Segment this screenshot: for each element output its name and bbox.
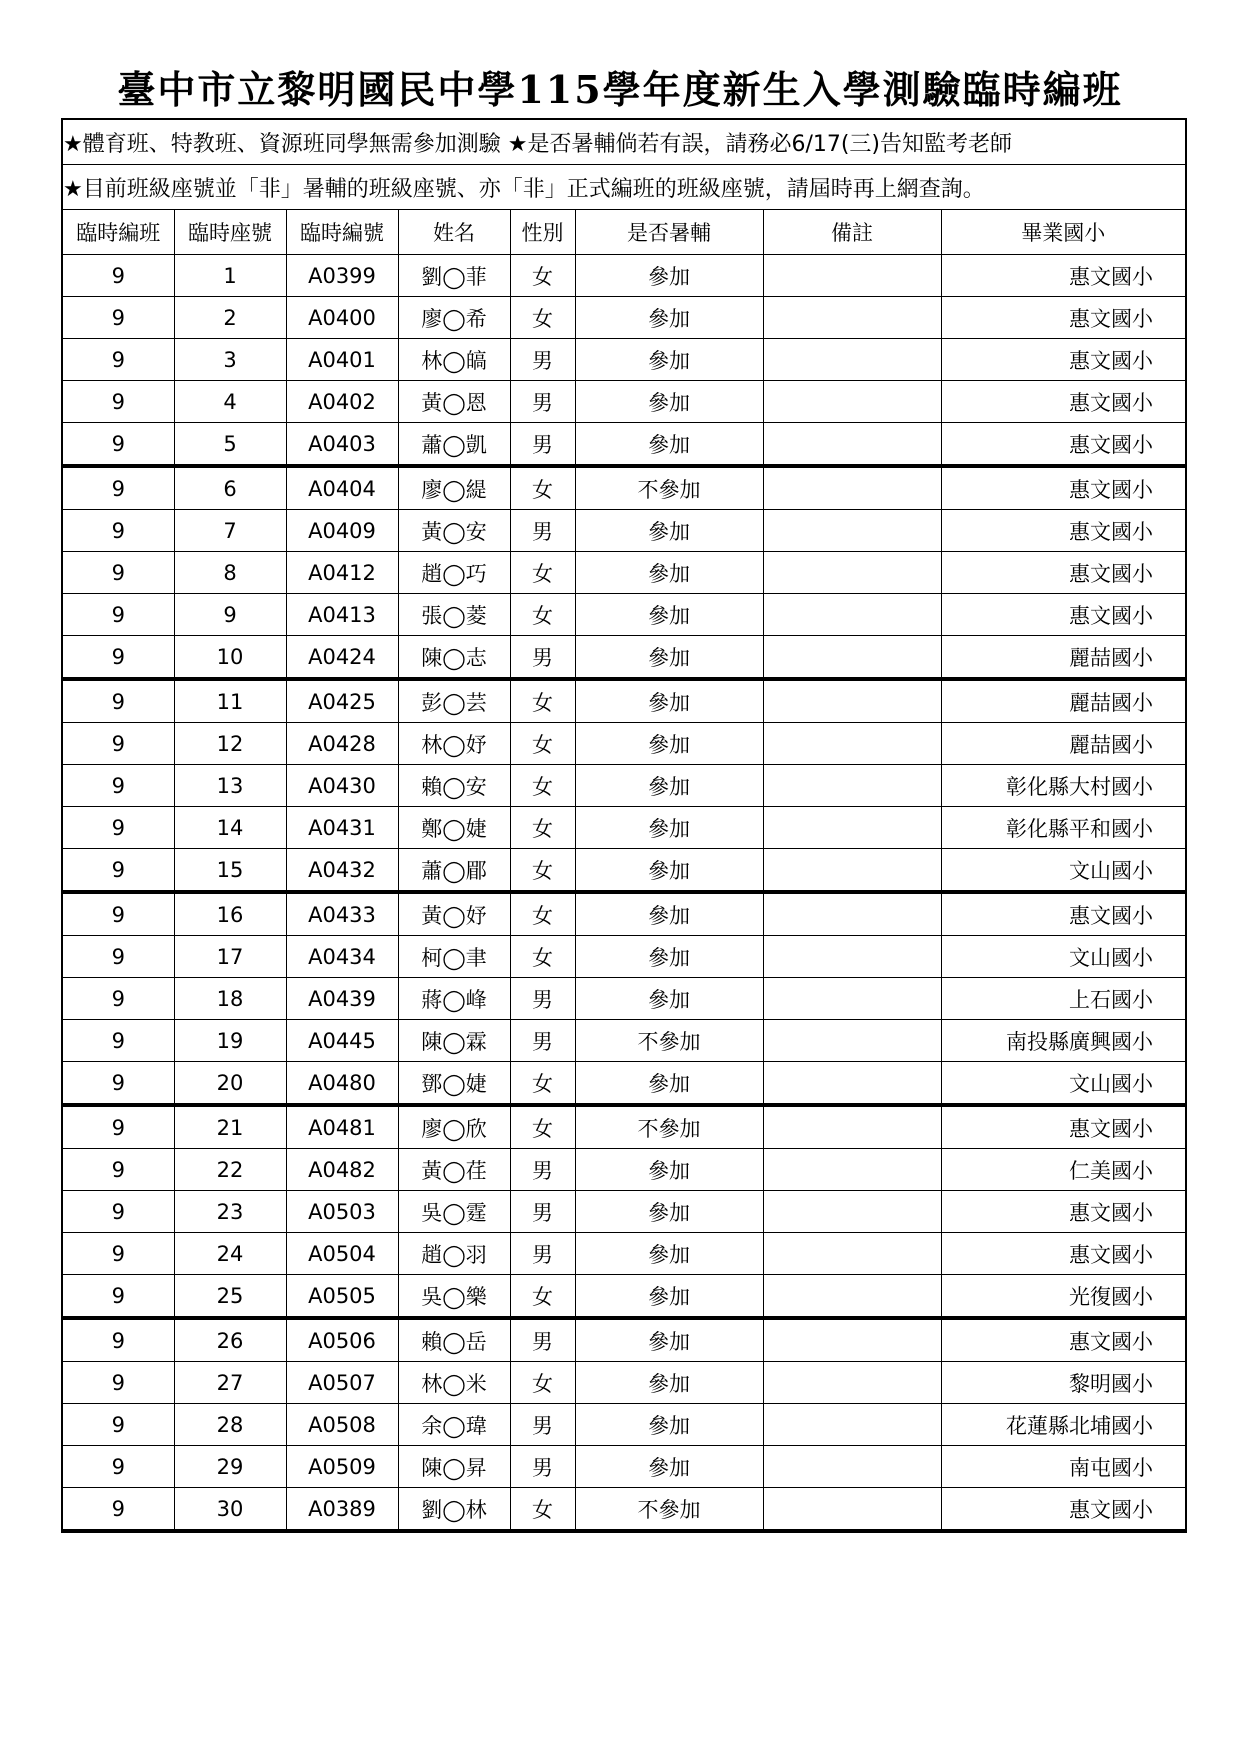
- cell-remarks: [763, 807, 941, 849]
- cell-temp-class: 9: [62, 1105, 174, 1149]
- cell-temp-class: 9: [62, 255, 174, 297]
- cell-temp-seat: 3: [174, 339, 286, 381]
- table-row: [62, 1446, 1186, 1488]
- cell-gender: 男: [510, 1446, 575, 1488]
- cell-summer-school: 參加: [575, 1275, 763, 1319]
- table-row: [62, 1191, 1186, 1233]
- cell-elementary-school: 惠文國小: [941, 1488, 1186, 1532]
- cell-remarks: [763, 1105, 941, 1149]
- header-temp-seat: 臨時座號: [174, 210, 286, 255]
- cell-name: 林◯皜: [398, 339, 510, 381]
- cell-temp-class: 9: [62, 1446, 174, 1488]
- cell-remarks: [763, 978, 941, 1020]
- cell-temp-id: A0482: [286, 1149, 398, 1191]
- cell-elementary-school: 惠文國小: [941, 339, 1186, 381]
- cell-remarks: [763, 1149, 941, 1191]
- cell-temp-seat: 2: [174, 297, 286, 339]
- cell-remarks: [763, 381, 941, 423]
- table-row: [62, 423, 1186, 467]
- cell-summer-school: 參加: [575, 978, 763, 1020]
- table-row: [62, 552, 1186, 594]
- table-row: [62, 1062, 1186, 1106]
- cell-name: 吳◯樂: [398, 1275, 510, 1319]
- cell-temp-id: A0439: [286, 978, 398, 1020]
- note-row-seat-info: [62, 165, 1186, 210]
- cell-temp-id: A0424: [286, 636, 398, 680]
- cell-name: 蕭◯郿: [398, 849, 510, 893]
- cell-name: 黃◯荏: [398, 1149, 510, 1191]
- table-row: [62, 255, 1186, 297]
- cell-name: 陳◯志: [398, 636, 510, 680]
- cell-summer-school: 參加: [575, 423, 763, 467]
- cell-summer-school: 不參加: [575, 466, 763, 510]
- cell-elementary-school: 惠文國小: [941, 1318, 1186, 1362]
- cell-name: 吳◯霆: [398, 1191, 510, 1233]
- table-row: [62, 1362, 1186, 1404]
- cell-temp-class: 9: [62, 339, 174, 381]
- cell-elementary-school: 文山國小: [941, 849, 1186, 893]
- cell-temp-id: A0400: [286, 297, 398, 339]
- cell-name: 黃◯恩: [398, 381, 510, 423]
- cell-summer-school: 參加: [575, 381, 763, 423]
- table-row: [62, 636, 1186, 680]
- cell-temp-seat: 28: [174, 1404, 286, 1446]
- cell-temp-id: A0508: [286, 1404, 398, 1446]
- cell-summer-school: 不參加: [575, 1020, 763, 1062]
- cell-remarks: [763, 679, 941, 723]
- cell-temp-id: A0399: [286, 255, 398, 297]
- cell-temp-seat: 14: [174, 807, 286, 849]
- cell-elementary-school: 光復國小: [941, 1275, 1186, 1319]
- table-row: [62, 594, 1186, 636]
- cell-name: 鄭◯婕: [398, 807, 510, 849]
- cell-elementary-school: 惠文國小: [941, 1233, 1186, 1275]
- cell-remarks: [763, 849, 941, 893]
- header-summer-school: 是否暑輔: [575, 210, 763, 255]
- cell-name: 柯◯聿: [398, 936, 510, 978]
- table-row: [62, 510, 1186, 552]
- cell-summer-school: 不參加: [575, 1105, 763, 1149]
- cell-gender: 女: [510, 892, 575, 936]
- cell-elementary-school: 花蓮縣北埔國小: [941, 1404, 1186, 1446]
- cell-remarks: [763, 1233, 941, 1275]
- cell-summer-school: 參加: [575, 636, 763, 680]
- cell-temp-seat: 15: [174, 849, 286, 893]
- cell-elementary-school: 仁美國小: [941, 1149, 1186, 1191]
- table-row: [62, 936, 1186, 978]
- cell-gender: 男: [510, 1149, 575, 1191]
- cell-summer-school: 參加: [575, 510, 763, 552]
- table-header-row: [62, 210, 1186, 255]
- cell-summer-school: 參加: [575, 1149, 763, 1191]
- cell-gender: 男: [510, 339, 575, 381]
- cell-gender: 女: [510, 255, 575, 297]
- cell-name: 賴◯岳: [398, 1318, 510, 1362]
- cell-gender: 男: [510, 1233, 575, 1275]
- cell-name: 黃◯妤: [398, 892, 510, 936]
- cell-summer-school: 參加: [575, 936, 763, 978]
- cell-elementary-school: 惠文國小: [941, 1105, 1186, 1149]
- cell-elementary-school: 麗喆國小: [941, 723, 1186, 765]
- cell-elementary-school: 文山國小: [941, 936, 1186, 978]
- cell-temp-class: 9: [62, 1362, 174, 1404]
- cell-temp-seat: 21: [174, 1105, 286, 1149]
- table-row: [62, 1318, 1186, 1362]
- cell-temp-seat: 20: [174, 1062, 286, 1106]
- cell-temp-class: 9: [62, 381, 174, 423]
- cell-temp-seat: 6: [174, 466, 286, 510]
- cell-summer-school: 參加: [575, 1446, 763, 1488]
- cell-temp-seat: 5: [174, 423, 286, 467]
- cell-remarks: [763, 1062, 941, 1106]
- cell-elementary-school: 彰化縣大村國小: [941, 765, 1186, 807]
- cell-temp-id: A0445: [286, 1020, 398, 1062]
- cell-name: 鄧◯婕: [398, 1062, 510, 1106]
- cell-temp-class: 9: [62, 1404, 174, 1446]
- cell-name: 廖◯欣: [398, 1105, 510, 1149]
- cell-summer-school: 參加: [575, 723, 763, 765]
- cell-temp-class: 9: [62, 636, 174, 680]
- cell-temp-id: A0431: [286, 807, 398, 849]
- cell-elementary-school: 上石國小: [941, 978, 1186, 1020]
- cell-remarks: [763, 1318, 941, 1362]
- cell-name: 賴◯安: [398, 765, 510, 807]
- cell-elementary-school: 惠文國小: [941, 594, 1186, 636]
- cell-temp-class: 9: [62, 849, 174, 893]
- cell-temp-id: A0389: [286, 1488, 398, 1532]
- cell-remarks: [763, 466, 941, 510]
- cell-temp-id: A0480: [286, 1062, 398, 1106]
- cell-summer-school: 參加: [575, 1318, 763, 1362]
- cell-summer-school: 參加: [575, 552, 763, 594]
- cell-temp-seat: 29: [174, 1446, 286, 1488]
- cell-summer-school: 參加: [575, 765, 763, 807]
- table-row: [62, 381, 1186, 423]
- table-row: [62, 849, 1186, 893]
- cell-gender: 男: [510, 1404, 575, 1446]
- table-row: [62, 1404, 1186, 1446]
- table-row: [62, 466, 1186, 510]
- cell-temp-id: A0428: [286, 723, 398, 765]
- cell-gender: 女: [510, 849, 575, 893]
- cell-temp-id: A0504: [286, 1233, 398, 1275]
- cell-name: 林◯米: [398, 1362, 510, 1404]
- cell-remarks: [763, 936, 941, 978]
- header-remarks: 備註: [763, 210, 941, 255]
- cell-name: 陳◯霖: [398, 1020, 510, 1062]
- cell-name: 余◯瑋: [398, 1404, 510, 1446]
- cell-temp-class: 9: [62, 423, 174, 467]
- header-temp-class: 臨時編班: [62, 210, 174, 255]
- cell-remarks: [763, 423, 941, 467]
- table-row: [62, 1149, 1186, 1191]
- cell-gender: 男: [510, 636, 575, 680]
- cell-temp-seat: 12: [174, 723, 286, 765]
- cell-gender: 女: [510, 807, 575, 849]
- cell-summer-school: 參加: [575, 1404, 763, 1446]
- cell-temp-class: 9: [62, 1233, 174, 1275]
- cell-name: 林◯妤: [398, 723, 510, 765]
- cell-remarks: [763, 1275, 941, 1319]
- cell-elementary-school: 惠文國小: [941, 510, 1186, 552]
- cell-summer-school: 參加: [575, 849, 763, 893]
- cell-summer-school: 不參加: [575, 1488, 763, 1532]
- cell-gender: 女: [510, 552, 575, 594]
- cell-summer-school: 參加: [575, 297, 763, 339]
- header-gender: 性別: [510, 210, 575, 255]
- cell-temp-class: 9: [62, 1275, 174, 1319]
- header-name: 姓名: [398, 210, 510, 255]
- cell-temp-seat: 10: [174, 636, 286, 680]
- cell-temp-seat: 1: [174, 255, 286, 297]
- cell-remarks: [763, 1488, 941, 1532]
- cell-remarks: [763, 255, 941, 297]
- table-row: [62, 339, 1186, 381]
- cell-elementary-school: 惠文國小: [941, 1191, 1186, 1233]
- cell-remarks: [763, 1362, 941, 1404]
- cell-summer-school: 參加: [575, 255, 763, 297]
- table-row: [62, 1275, 1186, 1319]
- cell-gender: 男: [510, 1191, 575, 1233]
- note-text: ★體育班、特教班、資源班同學無需參加測驗 ★是否暑輔倘若有誤，請務必6/17(三)告知監考老師: [62, 119, 1186, 165]
- cell-gender: 男: [510, 1020, 575, 1062]
- cell-temp-id: A0413: [286, 594, 398, 636]
- cell-gender: 女: [510, 466, 575, 510]
- cell-elementary-school: 黎明國小: [941, 1362, 1186, 1404]
- cell-temp-class: 9: [62, 466, 174, 510]
- cell-remarks: [763, 765, 941, 807]
- cell-temp-seat: 26: [174, 1318, 286, 1362]
- cell-temp-id: A0430: [286, 765, 398, 807]
- cell-gender: 女: [510, 594, 575, 636]
- cell-remarks: [763, 339, 941, 381]
- cell-temp-id: A0401: [286, 339, 398, 381]
- cell-gender: 女: [510, 1362, 575, 1404]
- cell-temp-seat: 9: [174, 594, 286, 636]
- header-temp-id: 臨時編號: [286, 210, 398, 255]
- cell-elementary-school: 惠文國小: [941, 892, 1186, 936]
- cell-summer-school: 參加: [575, 1191, 763, 1233]
- table-row: [62, 679, 1186, 723]
- note-text: ★目前班級座號並「非」暑輔的班級座號、亦「非」正式編班的班級座號，請屆時再上網查詢。: [62, 165, 1186, 210]
- cell-summer-school: 參加: [575, 807, 763, 849]
- cell-remarks: [763, 1446, 941, 1488]
- cell-temp-seat: 18: [174, 978, 286, 1020]
- cell-temp-class: 9: [62, 1020, 174, 1062]
- cell-elementary-school: 惠文國小: [941, 381, 1186, 423]
- table-row: [62, 1233, 1186, 1275]
- cell-name: 黃◯安: [398, 510, 510, 552]
- cell-remarks: [763, 510, 941, 552]
- cell-gender: 女: [510, 1105, 575, 1149]
- cell-gender: 女: [510, 1062, 575, 1106]
- cell-summer-school: 參加: [575, 1362, 763, 1404]
- cell-summer-school: 參加: [575, 594, 763, 636]
- cell-name: 蔣◯峰: [398, 978, 510, 1020]
- cell-name: 趙◯巧: [398, 552, 510, 594]
- cell-temp-seat: 19: [174, 1020, 286, 1062]
- cell-elementary-school: 惠文國小: [941, 552, 1186, 594]
- cell-remarks: [763, 594, 941, 636]
- cell-temp-class: 9: [62, 1318, 174, 1362]
- cell-temp-id: A0507: [286, 1362, 398, 1404]
- cell-remarks: [763, 1020, 941, 1062]
- cell-temp-seat: 22: [174, 1149, 286, 1191]
- cell-temp-seat: 7: [174, 510, 286, 552]
- cell-remarks: [763, 1191, 941, 1233]
- cell-temp-id: A0425: [286, 679, 398, 723]
- cell-temp-seat: 13: [174, 765, 286, 807]
- header-elementary-school: 畢業國小: [941, 210, 1186, 255]
- cell-name: 蕭◯凱: [398, 423, 510, 467]
- cell-temp-seat: 25: [174, 1275, 286, 1319]
- table-row: [62, 1020, 1186, 1062]
- cell-name: 劉◯林: [398, 1488, 510, 1532]
- cell-elementary-school: 南投縣廣興國小: [941, 1020, 1186, 1062]
- cell-summer-school: 參加: [575, 892, 763, 936]
- cell-gender: 女: [510, 723, 575, 765]
- table-row: [62, 978, 1186, 1020]
- cell-gender: 女: [510, 679, 575, 723]
- cell-name: 廖◯希: [398, 297, 510, 339]
- cell-temp-class: 9: [62, 297, 174, 339]
- cell-temp-class: 9: [62, 1062, 174, 1106]
- cell-temp-id: A0433: [286, 892, 398, 936]
- cell-temp-seat: 4: [174, 381, 286, 423]
- cell-name: 劉◯菲: [398, 255, 510, 297]
- cell-elementary-school: 麗喆國小: [941, 679, 1186, 723]
- cell-remarks: [763, 552, 941, 594]
- table-row: [62, 807, 1186, 849]
- cell-temp-id: A0503: [286, 1191, 398, 1233]
- cell-gender: 男: [510, 978, 575, 1020]
- cell-temp-id: A0402: [286, 381, 398, 423]
- cell-gender: 男: [510, 510, 575, 552]
- cell-temp-class: 9: [62, 510, 174, 552]
- cell-temp-class: 9: [62, 765, 174, 807]
- cell-temp-id: A0434: [286, 936, 398, 978]
- cell-temp-class: 9: [62, 978, 174, 1020]
- cell-temp-seat: 23: [174, 1191, 286, 1233]
- cell-remarks: [763, 1404, 941, 1446]
- cell-gender: 女: [510, 936, 575, 978]
- cell-gender: 男: [510, 423, 575, 467]
- cell-elementary-school: 麗喆國小: [941, 636, 1186, 680]
- cell-elementary-school: 惠文國小: [941, 466, 1186, 510]
- cell-gender: 男: [510, 381, 575, 423]
- cell-elementary-school: 彰化縣平和國小: [941, 807, 1186, 849]
- note-row-exemption: [62, 119, 1186, 165]
- cell-remarks: [763, 892, 941, 936]
- cell-temp-class: 9: [62, 807, 174, 849]
- cell-remarks: [763, 723, 941, 765]
- cell-gender: 女: [510, 765, 575, 807]
- cell-summer-school: 參加: [575, 1062, 763, 1106]
- cell-temp-id: A0505: [286, 1275, 398, 1319]
- cell-temp-id: A0432: [286, 849, 398, 893]
- cell-summer-school: 參加: [575, 339, 763, 381]
- cell-temp-class: 9: [62, 936, 174, 978]
- cell-temp-class: 9: [62, 1488, 174, 1532]
- cell-summer-school: 參加: [575, 679, 763, 723]
- cell-temp-seat: 8: [174, 552, 286, 594]
- cell-temp-class: 9: [62, 552, 174, 594]
- cell-name: 張◯菱: [398, 594, 510, 636]
- cell-temp-class: 9: [62, 594, 174, 636]
- cell-temp-id: A0509: [286, 1446, 398, 1488]
- cell-gender: 女: [510, 1275, 575, 1319]
- cell-elementary-school: 惠文國小: [941, 255, 1186, 297]
- cell-remarks: [763, 297, 941, 339]
- cell-summer-school: 參加: [575, 1233, 763, 1275]
- cell-temp-id: A0409: [286, 510, 398, 552]
- cell-temp-class: 9: [62, 1149, 174, 1191]
- cell-temp-seat: 16: [174, 892, 286, 936]
- cell-temp-id: A0412: [286, 552, 398, 594]
- cell-temp-seat: 24: [174, 1233, 286, 1275]
- cell-name: 趙◯羽: [398, 1233, 510, 1275]
- cell-temp-class: 9: [62, 1191, 174, 1233]
- cell-temp-class: 9: [62, 892, 174, 936]
- cell-temp-seat: 27: [174, 1362, 286, 1404]
- table-row: [62, 297, 1186, 339]
- cell-temp-class: 9: [62, 723, 174, 765]
- cell-temp-seat: 11: [174, 679, 286, 723]
- cell-temp-id: A0506: [286, 1318, 398, 1362]
- cell-elementary-school: 文山國小: [941, 1062, 1186, 1106]
- table-row: [62, 892, 1186, 936]
- cell-remarks: [763, 636, 941, 680]
- cell-temp-seat: 17: [174, 936, 286, 978]
- cell-elementary-school: 惠文國小: [941, 297, 1186, 339]
- cell-gender: 女: [510, 1488, 575, 1532]
- cell-name: 彭◯芸: [398, 679, 510, 723]
- cell-elementary-school: 惠文國小: [941, 423, 1186, 467]
- table-row: [62, 1488, 1186, 1532]
- cell-gender: 女: [510, 297, 575, 339]
- table-row: [62, 723, 1186, 765]
- cell-temp-class: 9: [62, 679, 174, 723]
- cell-name: 廖◯緹: [398, 466, 510, 510]
- cell-temp-seat: 30: [174, 1488, 286, 1532]
- cell-temp-id: A0403: [286, 423, 398, 467]
- page-title: 臺中市立黎明國民中學115學年度新生入學測驗臨時編班: [117, 67, 1123, 112]
- cell-temp-id: A0404: [286, 466, 398, 510]
- cell-temp-id: A0481: [286, 1105, 398, 1149]
- cell-name: 陳◯昇: [398, 1446, 510, 1488]
- cell-gender: 男: [510, 1318, 575, 1362]
- class-roster-table: [61, 118, 1187, 1533]
- cell-elementary-school: 南屯國小: [941, 1446, 1186, 1488]
- table-row: [62, 765, 1186, 807]
- table-row: [62, 1105, 1186, 1149]
